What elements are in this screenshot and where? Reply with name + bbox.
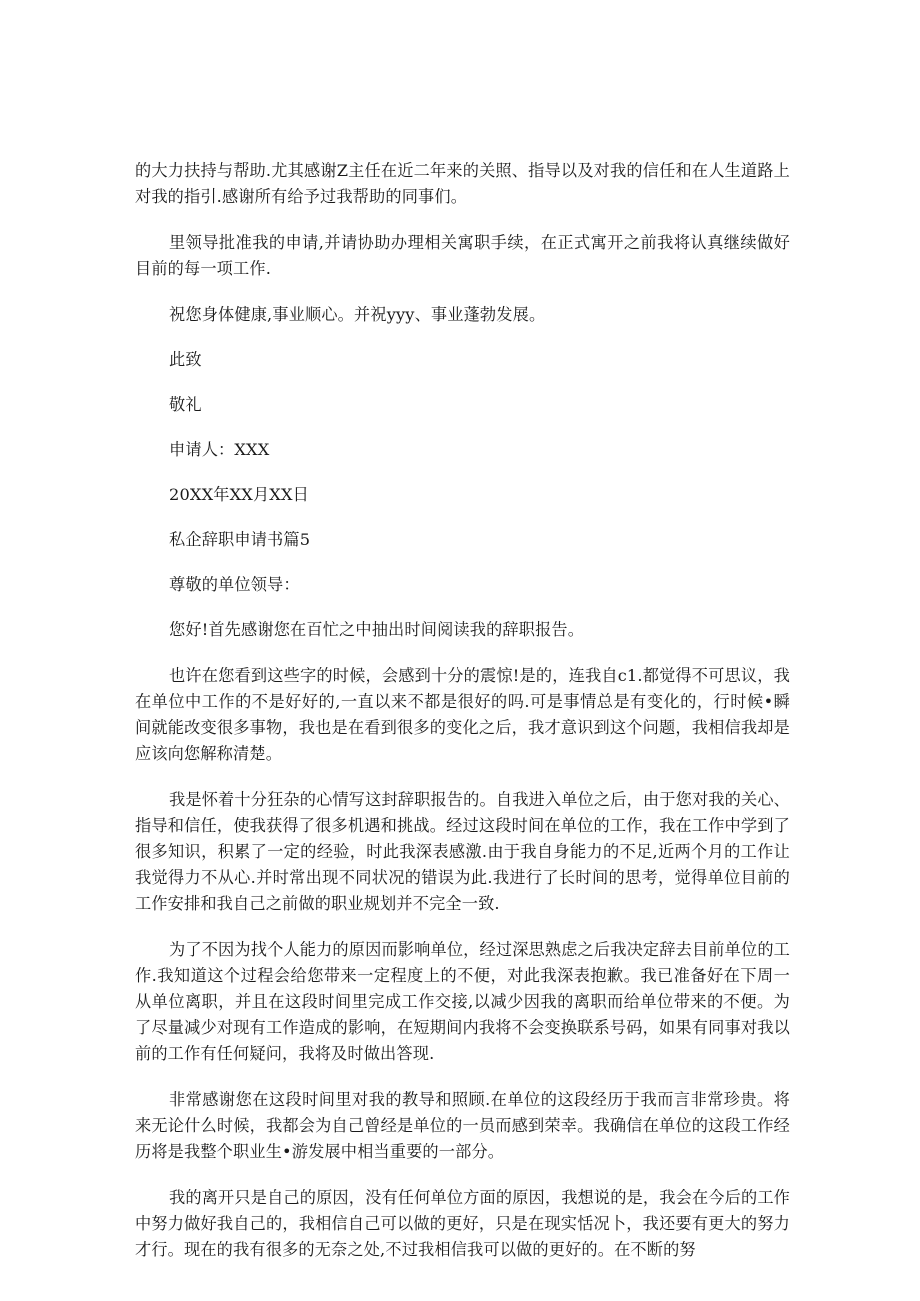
paragraph-wishes: 祝您身体健康,事业顺心。并祝yyy、事业蓬勃发展。 — [169, 305, 546, 324]
paragraph-personal-reasons: 我的离开只是自己的原因，没有任何单位方面的原因，我想说的是，我会在今后的工作中努力做好我自己的，我相信自己可以做的更好，只是在现实恬况卜，我还要有更大的努力才行。现在的我有很多的无奈之处,不过我相信我可以做的更好的。在不断的努 — [135, 1188, 790, 1259]
paragraph-surprise: 也许在您看到这些字的时候，会感到十分的震惊!是的，连我自c1.都觉得不可思议，我在单位中工作的不是好好的,一直以来不都是很好的吗.可是事情总是有变化的，行时候•瞬间就能改变很多事物，我也是在看到很多的变化之后，我才意识到这个问题，我相信我却是应该向您解称清楚。 — [135, 666, 790, 763]
paragraph-decision: 为了不因为找个人能力的原因而影响单位，经过深思熟虑之后我决定辞去目前单位的工作.我知道这个过程会给您带来一定程度上的不便，对此我深表抱歉。我已准备好在下周一从单位离职，并且在这段时间里完成工作交接,以减少因我的离职而给单位带来的不便。为了尽量减少对现有工作造成的影响，在短期间内我将不会变换联系号码，如果有同事对我以前的工作有任何疑问，我将及时做出答现. — [135, 940, 790, 1063]
applicant-signature: 申请人：XXX — [169, 440, 270, 459]
paragraph-reasons: 我是怀着十分狂杂的心情写这封辞职报告的。自我进入单位之后，由于您对我的关心、指导和信任，使我获得了很多机遇和挑战。经过这段时间在单位的工作，我在工作中学到了很多知识，积累了一定的经验，时此我深表感激.由于我自身能力的不足,近两个月的工作让我觉得力不从心.并时常出现不同状况的错误为此.我进行了长时间的思考，觉得单位目前的工作安排和我自己之前做的职业规划并不完全一致. — [135, 790, 790, 913]
letter-date: 20XX年XX月XX日 — [169, 485, 309, 504]
paragraph-thanks-continued: 的大力扶持与帮助.尤其感谢Z主任在近二年来的关照、指导以及对我的信任和在人生道路上对我的指引.感谢所有给予过我帮助的同事们。 — [135, 161, 790, 206]
section-heading: 私企辞职申请书篇5 — [169, 530, 311, 549]
document-page — [135, 158, 790, 1263]
closing-jingli: 敬礼 — [169, 395, 202, 414]
closing-cizhi: 此致 — [169, 350, 202, 369]
paragraph-greeting: 您好!首先感谢您在百忙之中抽出时间阅读我的辞职报告。 — [169, 620, 585, 639]
salutation: 尊敬的单位领导： — [169, 575, 300, 594]
paragraph-gratitude: 非常感谢您在这段时间里对我的教导和照顾.在单位的这段经历于我而言非常珍贵。将来无论什么时候，我都会为自己曾经是单位的一员而感到荣幸。我确信在单位的这段工作经历将是我整个职业生•游发展中相当重要的一部分。 — [135, 1090, 790, 1161]
paragraph-request-approval: 里领导批准我的申请,并请协助办理相关寓职手续，在正式寓开之前我将认真继续做好目前的每一项工作. — [135, 233, 790, 278]
